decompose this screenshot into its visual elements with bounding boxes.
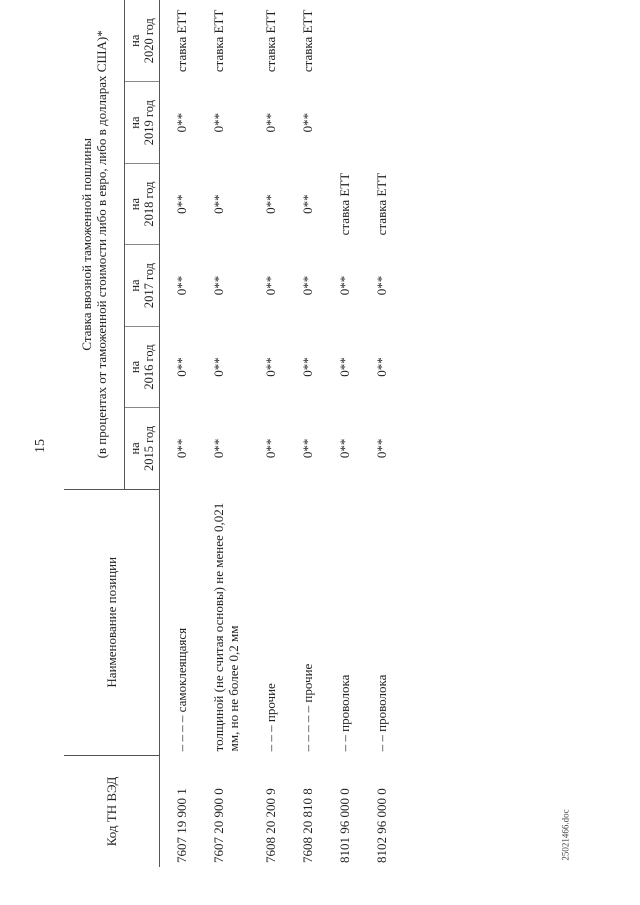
header-code: Код ТН ВЭД: [64, 755, 160, 867]
table-row: [197, 0, 249, 867]
year-header: на 2017 год: [125, 245, 160, 326]
rate-2018: 0**: [174, 194, 189, 214]
rate-2017: 0**: [374, 275, 389, 296]
rate-2020: ставка ЕТТ: [211, 9, 226, 73]
row-code: 8102 96 000 0: [374, 788, 389, 863]
rate-2020: [323, 0, 360, 82]
rate-2016: 0**: [337, 357, 352, 377]
year-header: на 2015 год: [125, 408, 160, 489]
rate-2019: 0**: [263, 112, 278, 133]
footer-document-code: 25021466.doc: [560, 809, 571, 861]
row-name: – – проволока: [337, 674, 352, 752]
rate-2017: 0**: [174, 275, 189, 296]
rate-2019: [360, 82, 397, 163]
rate-2020: ставка ЕТТ: [174, 9, 189, 73]
header-name: Наименование позиции: [64, 489, 160, 755]
rate-2017: 0**: [300, 275, 315, 296]
year-header: на 2016 год: [125, 326, 160, 407]
row-name: – – – – – прочие: [300, 663, 315, 752]
rate-2019: 0**: [211, 112, 226, 133]
rate-2016: 0**: [174, 357, 189, 377]
rate-2016: 0**: [300, 357, 315, 377]
rate-2019: 0**: [300, 112, 315, 133]
table-row: [286, 0, 323, 867]
rate-2020: ставка ЕТТ: [263, 9, 278, 73]
table-row: [249, 0, 286, 867]
rate-2017: 0**: [263, 275, 278, 296]
rate-2019: 0**: [174, 112, 189, 133]
table-row: [160, 0, 198, 867]
rate-2015: 0**: [337, 438, 352, 459]
rate-2018: 0**: [211, 194, 226, 214]
row-name: – – – – самоклеящаяся: [174, 627, 189, 752]
rate-2017: 0**: [337, 275, 352, 296]
year-header: на 2020 год: [125, 0, 160, 82]
rate-2016: 0**: [374, 357, 389, 377]
rate-2018: ставка ЕТТ: [337, 172, 352, 236]
header-rate-title: Ставка ввозной таможенной пошлины: [79, 137, 94, 351]
row-name: – – – прочие: [263, 683, 278, 752]
rate-2018: ставка ЕТТ: [374, 172, 389, 236]
row-code: 7607 20 900 0: [211, 788, 226, 863]
row-name: толщиной (не считая основы) не менее 0,021 мм, но не более 0,2 мм: [211, 502, 241, 752]
year-header: на 2019 год: [125, 82, 160, 163]
tariff-table: [64, 0, 397, 867]
rate-2019: [323, 82, 360, 163]
row-code: 7608 20 810 8: [300, 788, 315, 863]
rate-2015: 0**: [263, 438, 278, 459]
header-rate: [64, 0, 125, 489]
rate-2018: 0**: [300, 194, 315, 214]
rate-2015: 0**: [211, 438, 226, 459]
page-number: 15: [33, 439, 48, 453]
rate-2015: 0**: [300, 438, 315, 459]
rate-2020: [360, 0, 397, 82]
rate-2020: ставка ЕТТ: [300, 9, 315, 73]
rate-2017: 0**: [211, 275, 226, 296]
rate-2016: 0**: [263, 357, 278, 377]
row-name: – – проволока: [374, 674, 389, 752]
row-code: 7608 20 200 9: [263, 788, 278, 863]
rate-2016: 0**: [211, 357, 226, 377]
year-header: на 2018 год: [125, 163, 160, 245]
table-row: [360, 0, 397, 867]
rate-2015: 0**: [374, 438, 389, 459]
row-code: 8101 96 000 0: [337, 788, 352, 863]
table-row: [323, 0, 360, 867]
row-code: 7607 19 900 1: [174, 788, 189, 863]
rate-2015: 0**: [174, 438, 189, 459]
header-rate-subtitle: (в процентах от таможенной стоимости либо в евро, либо в долларах США)*: [94, 30, 109, 459]
rate-2018: 0**: [263, 194, 278, 214]
